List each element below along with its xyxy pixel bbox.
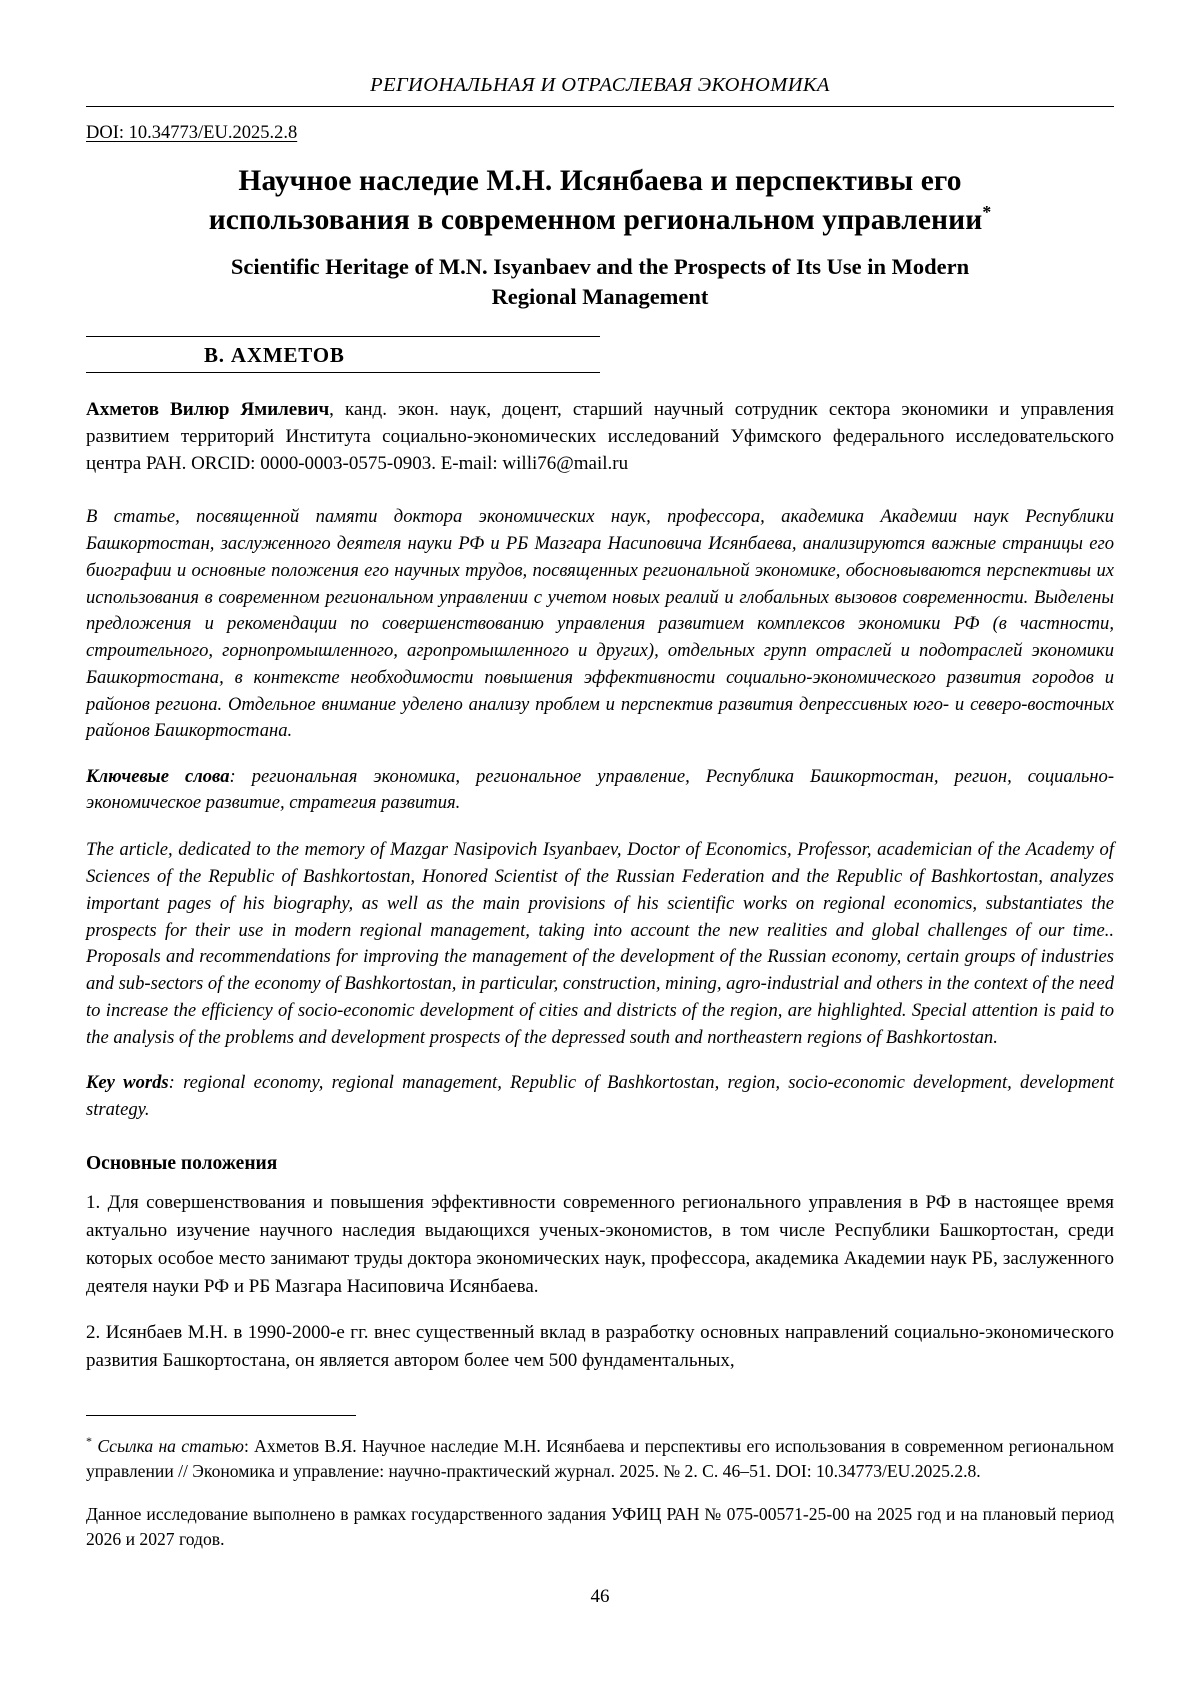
author-affiliation bbox=[86, 397, 1114, 478]
doi-line: DOI: 10.34773/EU.2025.2.8 bbox=[86, 123, 298, 143]
page-title-ru bbox=[86, 162, 1114, 240]
title-footnote-marker: * bbox=[982, 202, 992, 223]
title-ru-line2: использования в современном региональном управлении bbox=[208, 204, 983, 237]
keywords-ru-text: : региональная экономика, региональное управление, Республика Башкортостан, регион, социально-экономическое развитие, стратегия развития. bbox=[86, 765, 1115, 814]
page-title-en bbox=[86, 252, 1114, 312]
page-number: 46 bbox=[590, 1585, 610, 1607]
footnote-citation-label: Ссылка на статью bbox=[97, 1436, 244, 1457]
header-divider bbox=[86, 106, 1114, 107]
section-heading-main-provisions: Основные положения bbox=[86, 1153, 278, 1175]
main-provision-item: 2. Исянбаев М.Н. в 1990-2000-е гг. внес существенный вклад в разработку основных направлений социально-экономического развития Башкортостана, он является автором более чем 500 фундаментальных, bbox=[86, 1322, 1114, 1372]
keywords-ru bbox=[86, 764, 1114, 818]
footnote-area bbox=[86, 1415, 1114, 1552]
running-head: РЕГИОНАЛЬНАЯ И ОТРАСЛЕВАЯ ЭКОНОМИКА bbox=[370, 74, 830, 96]
abstract-ru: В статье, посвященной памяти доктора экономических наук, профессора, академика Академии наук Республики Башкортостан, заслуженного деятеля науки РФ и РБ Мазгара Насиповича Исянбаева, анализируются важные страницы его биографии и основные положения его научных трудов, посвященных региональной экономике, обосновываются перспективы их использования в современном региональном управлении с учетом новых реалий и глобальных вызовов современности. Выделены предложения и рекомендации по совершенствованию управления развитием комплексов экономики РФ (в частности, строительного, горнопромышленного, агропромышленного и других), отдельных групп отраслей и подотраслей экономики Башкортостана, в контексте необходимости повышения эффективности социально-экономического развития городов и районов региона. Отдельное внимание уделено анализу проблем и перспектив развития депрессивных юго- и северо-восточных районов Башкортостана. bbox=[86, 506, 1114, 742]
title-en-line2: Regional Management bbox=[491, 284, 709, 310]
footnote-funding: Данное исследование выполнено в рамках государственного задания УФИЦ РАН № 075-00571-25-00 на 2025 год и на плановый период 2026 и 2027 годов. bbox=[86, 1503, 1114, 1549]
keywords-en bbox=[86, 1070, 1114, 1124]
keywords-ru-label: Ключевые слова bbox=[86, 765, 230, 787]
author-block bbox=[86, 336, 600, 373]
author-short-name: В. АХМЕТОВ bbox=[204, 343, 345, 368]
footnote-citation-text: : Ахметов В.Я. Научное наследие М.Н. Исянбаева и перспективы его использования в современном региональном управлении // Экономика и управление: научно-практический журнал. 2025. № 2. С. 46–51. DOI: 10.34773/EU.2025.2.8. bbox=[86, 1436, 1114, 1482]
author-full-name: Ахметов Вилюр Ямилевич bbox=[86, 399, 330, 421]
keywords-en-text: : regional economy, regional management, Republic of Bashkortostan, region, socio-economic development, development strategy. bbox=[86, 1071, 1115, 1120]
title-ru-line1: Научное наследие М.Н. Исянбаева и перспективы его bbox=[238, 165, 962, 197]
author-affiliation-text: , канд. экон. наук, доцент, старший научный сотрудник сектора экономики и управления развитием территорий Института социально-экономических исследований Уфимского федерального исследовательского центра РАН. ORCID: 0000-0003-0575-0903. E-mail: willi76@mail.ru bbox=[86, 399, 1114, 475]
keywords-en-label: Key words bbox=[86, 1071, 169, 1093]
main-provision-item: 1. Для совершенствования и повышения эффективности современного регионального управления в РФ в настоящее время актуально изучение научного наследия выдающихся ученых-экономистов, в том числе Республики Башкортостан, среди которых особое место занимают труды доктора экономических наук, профессора, академика Академии наук РБ, заслуженного деятеля науки РФ и РБ Мазгара Насиповича Исянбаева. bbox=[86, 1192, 1114, 1297]
footnote-marker: * bbox=[86, 1434, 92, 1449]
title-en-line1: Scientific Heritage of M.N. Isyanbaev and the Prospects of Its Use in Modern bbox=[230, 254, 970, 280]
footnote-citation bbox=[86, 1433, 1114, 1484]
footnote-divider bbox=[86, 1415, 356, 1416]
author-divider-bottom bbox=[86, 372, 600, 373]
abstract-en: The article, dedicated to the memory of Mazgar Nasipovich Isyanbaev, Doctor of Economics, Professor, academician of the Academy of Sciences of the Republic of Bashkortostan, Honored Scientist of the Russian Federation and the Republic of Bashkortostan, analyzes important pages of his biography, as well as the main provisions of his scientific works on regional economics, substantiates the prospects for their use in modern regional management, taking into account the new realities and global challenges of our time.. Proposals and recommendations for improving the management of the development of the Russian economy, certain groups of industries and sub-sectors of the economy of Bashkortostan, in particular, construction, mining, agro-industrial and others in the context of the need to increase the efficiency of socio-economic development of cities and districts of the region, are highlighted. Special attention is paid to the analysis of the problems and development prospects of the depressed south and northeastern regions of Bashkortostan. bbox=[86, 839, 1114, 1048]
